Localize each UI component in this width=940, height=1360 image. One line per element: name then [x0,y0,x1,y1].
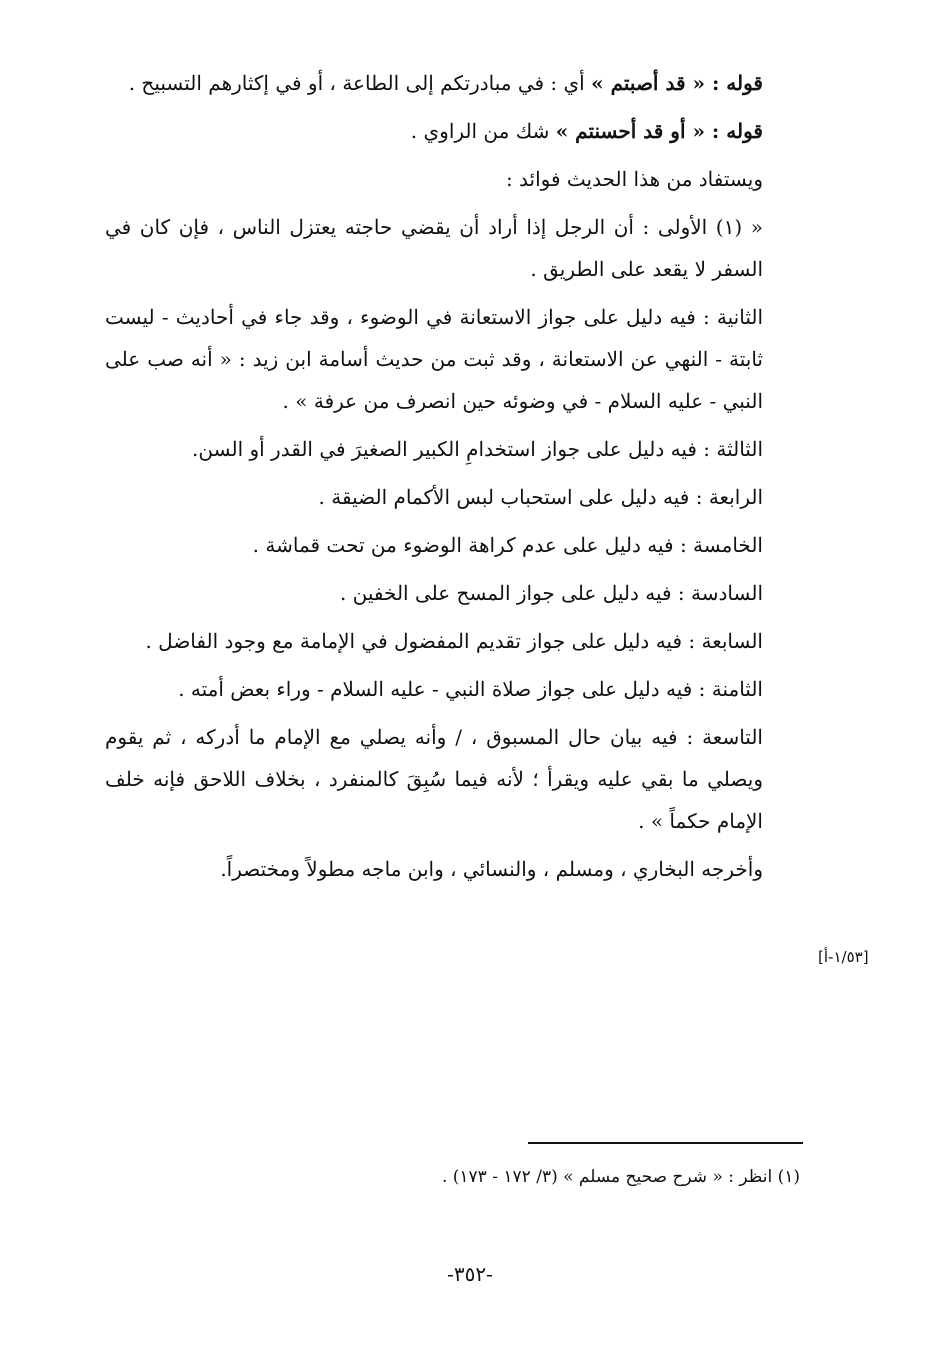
paragraph-2-text: شك من الراوي . [410,119,556,143]
paragraph-10: السابعة : فيه دليل على جواز تقديم المفضول في الإمامة مع وجود الفاضل . [145,629,763,653]
page-number: -٣٥٢- [447,1262,493,1286]
paragraph-11: الثامنة : فيه دليل على جواز صلاة النبي - عليه السلام - وراء بعض أمته . [178,677,763,701]
footnote: (١) انظر : « شرح صحيح مسلم » (٣/ ١٧٢ - ١٧٣) . [441,1167,800,1187]
paragraph-1-text: أي : في مبادرتكم إلى الطاعة ، أو في إكثارهم التسبيح . [128,71,592,95]
paragraph-6: الثالثة : فيه دليل على جواز استخدامِ الكبير الصغيرَ في القدر أو السن. [192,437,763,461]
paragraph-5: الثانية : فيه دليل على جواز الاستعانة في الوضوء ، وقد جاء في أحاديث - ليست ثابتة - النهي عن الاستعانة ، وقد ثبت من حديث أسامة ابن زيد : « أنه صب على النبي - عليه السلام - في وضوئه حين انصرف من عرفة » . [105,305,763,413]
paragraph-8: الخامسة : فيه دليل على عدم كراهة الوضوء من تحت قماشة . [252,533,763,557]
footnote-divider [528,1142,803,1144]
paragraph-13: وأخرجه البخاري ، ومسلم ، والنسائي ، وابن ماجه مطولاً ومختصراً. [220,857,763,881]
quote-lead-2: قوله : « أو قد أحسنتم » [555,119,763,143]
paragraph-9: السادسة : فيه دليل على جواز المسح على الخفين . [339,581,763,605]
paragraph-4: « (١) الأولى : أن الرجل إذا أراد أن يقضي حاجته يعتزل الناس ، فإن كان في السفر لا يقعد على الطريق . [105,215,763,281]
paragraph-3: ويستفاد من هذا الحديث فوائد : [505,167,763,191]
paragraph-2 [105,110,785,152]
paragraph-7: الرابعة : فيه دليل على استحباب لبس الأكمام الضيقة . [318,485,763,509]
body-text [105,62,785,896]
paragraph-12: التاسعة : فيه بيان حال المسبوق ، / وأنه يصلي مع الإمام ما أدركه ، ثم يقوم ويصلي ما بقي عليه ويقرأ ؛ لأنه فيما سُبِقَ كالمنفرد ، بخلاف اللاحق فإنه خلف الإمام حكماً » . [105,725,763,833]
paragraph-1 [105,62,785,104]
quote-lead-1: قوله : « قد أصبتم » [591,71,763,95]
margin-reference: [١/٥٣-أ] [818,948,869,966]
